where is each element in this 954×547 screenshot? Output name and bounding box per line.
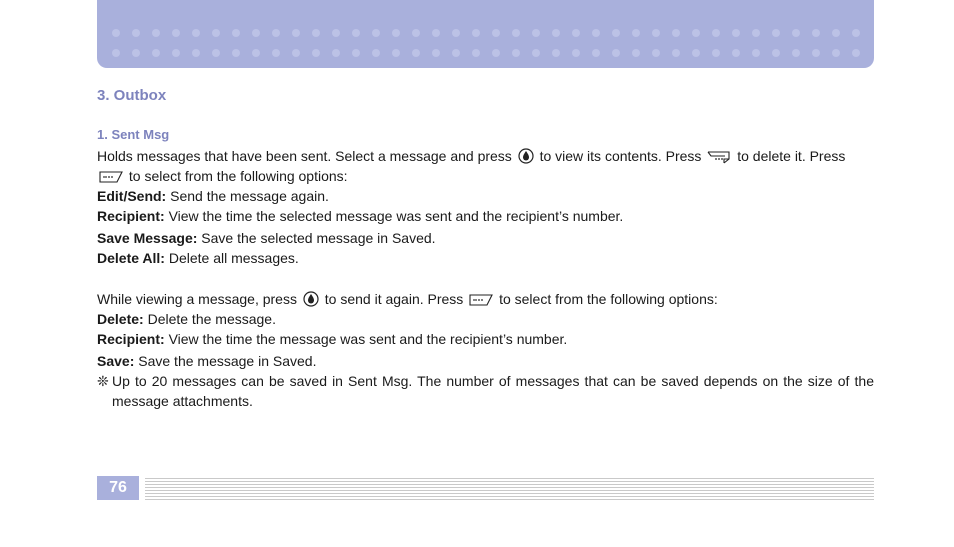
banner-dot <box>132 29 140 37</box>
ok-key-icon <box>303 290 319 307</box>
banner-dot <box>372 29 380 37</box>
banner-dot <box>392 29 400 37</box>
banner-dot <box>332 29 340 37</box>
option-edit-send: Edit/Send: Send the message again. <box>97 188 329 204</box>
banner-dot <box>492 29 500 37</box>
banner-dot <box>232 29 240 37</box>
banner-dot <box>712 29 720 37</box>
banner-dot <box>212 49 220 57</box>
intro-paragraph <box>97 146 874 186</box>
banner-dot <box>112 49 120 57</box>
banner-dot <box>252 29 260 37</box>
section-title: 3. Outbox <box>97 87 167 104</box>
banner-dot <box>632 29 640 37</box>
banner-dot <box>672 49 680 57</box>
intro-text-1: Holds messages that have been sent. Select a message and press <box>97 148 512 164</box>
note-mark-icon: ❊ <box>97 373 109 389</box>
banner-dot <box>472 49 480 57</box>
banner-dot <box>512 49 520 57</box>
body-content <box>97 146 874 411</box>
banner-dot <box>732 29 740 37</box>
intro-text-4: to select from the following options: <box>128 168 348 184</box>
menu-key-icon <box>469 293 493 307</box>
banner-dot <box>232 49 240 57</box>
banner-dot <box>452 49 460 57</box>
banner-dot <box>732 49 740 57</box>
banner-dot <box>552 29 560 37</box>
banner-dot <box>492 49 500 57</box>
banner-dot <box>332 49 340 57</box>
banner-dot <box>352 29 360 37</box>
banner-dot <box>612 49 620 57</box>
note-paragraph <box>97 371 874 411</box>
banner-dot <box>552 49 560 57</box>
banner-dot <box>632 49 640 57</box>
banner-dot <box>292 49 300 57</box>
banner-dot <box>212 29 220 37</box>
banner-dot <box>852 49 860 57</box>
footer-rule <box>145 478 874 500</box>
option-delete-all: Delete All: Delete all messages. <box>97 250 299 266</box>
banner-dot <box>312 29 320 37</box>
view-option-recipient: Recipient: View the time the message was sent and the recipient’s number. <box>97 331 568 347</box>
banner-dot <box>372 49 380 57</box>
banner-dot <box>532 29 540 37</box>
banner-dot <box>792 49 800 57</box>
banner-dot <box>832 49 840 57</box>
banner-dot <box>432 49 440 57</box>
banner-dot <box>532 49 540 57</box>
view-option-delete: Delete: Delete the message. <box>97 311 276 327</box>
banner-dot <box>692 29 700 37</box>
banner-dot <box>812 29 820 37</box>
banner-dot <box>472 29 480 37</box>
banner-dot <box>312 49 320 57</box>
subsection-title: 1. Sent Msg <box>97 127 170 142</box>
header-banner <box>97 0 874 68</box>
banner-dot <box>832 29 840 37</box>
banner-dot <box>152 29 160 37</box>
banner-dot <box>412 49 420 57</box>
banner-dot <box>772 49 780 57</box>
banner-dot <box>412 29 420 37</box>
banner-dot <box>852 29 860 37</box>
banner-dot <box>592 49 600 57</box>
view-option-save: Save: Save the message in Saved. <box>97 353 317 369</box>
page-number: 76 <box>97 476 139 500</box>
intro-text-2: to view its contents. Press <box>539 148 702 164</box>
banner-dot <box>112 29 120 37</box>
banner-dot <box>152 49 160 57</box>
banner-dot <box>272 29 280 37</box>
banner-dot <box>392 49 400 57</box>
banner-dot <box>692 49 700 57</box>
banner-dot <box>252 49 260 57</box>
banner-dot <box>752 29 760 37</box>
banner-dot <box>512 29 520 37</box>
banner-dot <box>292 29 300 37</box>
banner-dot <box>132 49 140 57</box>
intro-text-3: to delete it. Press <box>737 148 846 164</box>
clear-key-icon <box>707 150 731 164</box>
banner-dot <box>192 29 200 37</box>
banner-dot <box>712 49 720 57</box>
banner-dot <box>272 49 280 57</box>
banner-dot <box>352 49 360 57</box>
banner-dot <box>812 49 820 57</box>
banner-dot <box>592 29 600 37</box>
banner-dot <box>172 49 180 57</box>
banner-dot <box>652 49 660 57</box>
banner-dot <box>452 29 460 37</box>
option-recipient: Recipient: View the time the selected message was sent and the recipient’s number. <box>97 208 624 224</box>
banner-dot <box>792 29 800 37</box>
banner-dot <box>652 29 660 37</box>
menu-key-icon <box>99 170 123 184</box>
ok-key-icon <box>518 147 534 164</box>
banner-dot <box>672 29 680 37</box>
banner-dot <box>752 49 760 57</box>
banner-dot <box>432 29 440 37</box>
dot-pattern <box>97 0 874 68</box>
banner-dot <box>192 49 200 57</box>
banner-dot <box>572 29 580 37</box>
banner-dot <box>772 29 780 37</box>
banner-dot <box>612 29 620 37</box>
note-text: Up to 20 messages can be saved in Sent Msg. The number of messages that can be saved depends on the size of the message attachments. <box>112 373 874 409</box>
banner-dot <box>172 29 180 37</box>
banner-dot <box>572 49 580 57</box>
page-footer <box>97 476 874 500</box>
viewing-paragraph: While viewing a message, press to send it again. Press to select from the following options: <box>97 291 718 307</box>
option-save-message: Save Message: Save the selected message in Saved. <box>97 230 436 246</box>
